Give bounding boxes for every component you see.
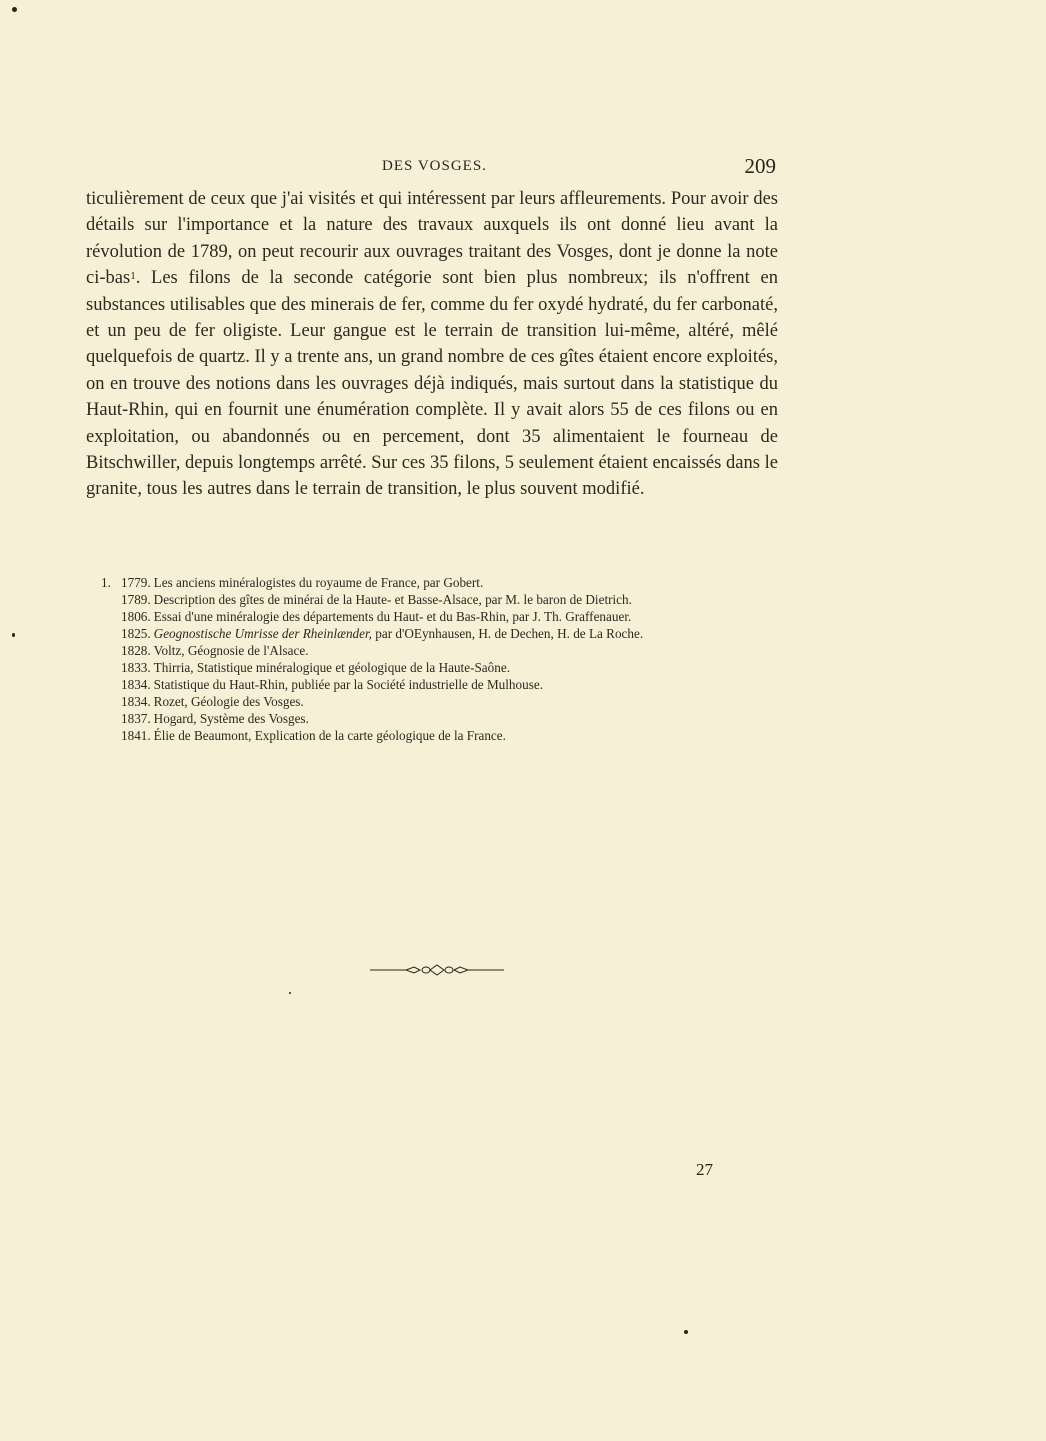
footnote-text: Essai d'une minéralogie des départements du Haut- et du Bas-Rhin, par J. Th. Graffenauer. <box>153 609 632 624</box>
footnote-text: Élie de Beaumont, Explication de la carte géologique de la France. <box>153 728 506 743</box>
ink-speck <box>12 633 15 637</box>
footnote-item <box>101 693 761 710</box>
ink-speck <box>684 1330 688 1334</box>
footnote-text: Statistique du Haut-Rhin, publiée par la Société industrielle de Mulhouse. <box>153 677 543 692</box>
footnote-year: 1806. <box>121 609 151 624</box>
footnote-item <box>101 676 761 693</box>
footnote-item <box>101 642 761 659</box>
footnote-item <box>101 727 761 744</box>
footnote-text: par d'OEynhausen, H. de Dechen, H. de La Roche. <box>371 626 644 641</box>
footnote-year: 1833. <box>121 660 151 675</box>
footnote-text: Les anciens minéralogistes du royaume de France, par Gobert. <box>153 575 484 590</box>
footnote-italic-title: Geognostische Umrisse der Rheinlænder, <box>153 626 372 641</box>
footnote-year: 1789. <box>121 592 151 607</box>
footnote-year: 1828. <box>121 643 151 658</box>
ink-speck <box>289 992 291 994</box>
footnote-text: Voltz, Géognosie de l'Alsace. <box>153 643 309 658</box>
footnote-item <box>101 710 761 727</box>
footnote-year: 1825. <box>121 626 151 641</box>
footnote-reference: 1 <box>130 270 136 283</box>
footnote-text: Hogard, Système des Vosges. <box>153 711 309 726</box>
signature-mark: 27 <box>696 1160 713 1179</box>
footnote-year: 1779. <box>121 575 151 590</box>
footnote-list <box>101 574 761 744</box>
footnote-item <box>101 574 761 591</box>
footnote-item <box>101 625 761 642</box>
page-number: 209 <box>744 154 776 178</box>
page-header <box>86 156 776 180</box>
footnote-text: Description des gîtes de minérai de la Haute- et Basse-Alsace, par M. le baron de Dietrich. <box>153 592 632 607</box>
running-head: DES VOSGES. <box>382 158 487 174</box>
footnote-year: 1834. <box>121 677 151 692</box>
footnote-text: Thirria, Statistique minéralogique et géologique de la Haute-Saône. <box>153 660 510 675</box>
body-text-part-1: ticulièrement de ceux que j'ai visités et qui intéressent par leurs affleurements. Pour avoir des détails sur l'importance et la nature des travaux auxquels ils ont donné lieu avant la révolution de 1789, on peut recourir aux ouvrages traitant des Vosges, dont je donne la note ci-bas <box>86 189 778 289</box>
footnote-marker: 1. <box>101 575 111 590</box>
ink-speck <box>12 7 17 12</box>
footnote-text: Rozet, Géologie des Vosges. <box>153 694 304 709</box>
body-paragraph <box>86 186 778 503</box>
ornamental-divider <box>370 963 504 977</box>
footnote-item <box>101 608 761 625</box>
footnote-item <box>101 659 761 676</box>
footnote-item <box>101 591 761 608</box>
footnote-year: 1834. <box>121 694 151 709</box>
body-text-part-2: . Les filons de la seconde catégorie sont bien plus nombreux; ils n'offrent en substances utilisables que des minerais de fer, comme du fer oxydé hydraté, du fer carbonaté, et un peu de fer oligiste. Leur gangue est le terrain de transition lui-même, altéré, mêlé quelquefois de quartz. Il y a trente ans, un grand nombre de ces gîtes étaient encore exploités, on en trouve des notions dans les ouvrages déjà indiqués, mais surtout dans la statistique du Haut-Rhin, qui en fournit une énumération complète. Il y avait alors 55 de ces filons ou en exploitation, ou abandonnés ou en percement, dont 35 alimentaient le fourneau de Bitschwiller, depuis longtemps arrêté. Sur ces 35 filons, 5 seulement étaient encaissés dans le granite, tous les autres dans le terrain de transition, le plus souvent modifié. <box>86 268 778 500</box>
footnote-year: 1837. <box>121 711 151 726</box>
footnote-year: 1841. <box>121 728 151 743</box>
